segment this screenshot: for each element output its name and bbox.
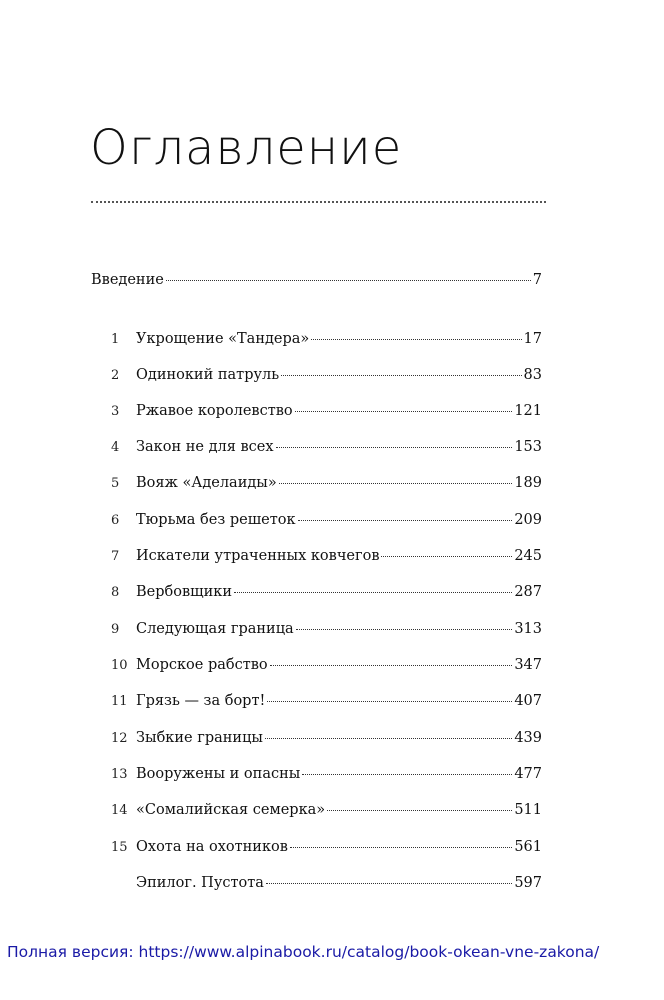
- toc-entry-chapter-6[interactable]: [111, 511, 542, 530]
- toc-entry-page: 17: [523, 331, 542, 347]
- toc-entry-page: 347: [514, 657, 542, 673]
- title-divider: [91, 201, 546, 203]
- toc-entry-chapter-13[interactable]: [111, 765, 542, 784]
- toc-entry-chapter-14[interactable]: [111, 801, 542, 820]
- toc-entry-label: Вербовщики: [136, 584, 233, 600]
- full-version-link[interactable]: Полная версия: https://www.alpinabook.ru/catalog/book-okean-vne-zakona/: [7, 943, 600, 961]
- chapter-number: 2: [111, 368, 120, 383]
- toc-entry-page: 511: [514, 802, 542, 818]
- chapter-number: 13: [111, 767, 128, 782]
- toc-entry-page: 287: [514, 584, 542, 600]
- dot-leader: [266, 883, 512, 884]
- toc-entry-label: Следующая граница: [136, 621, 294, 637]
- dot-leader: [311, 339, 521, 340]
- dot-leader: [290, 847, 512, 848]
- toc-entry-chapter-7[interactable]: [111, 547, 542, 566]
- toc-entry-label: Закон не для всех: [136, 439, 274, 455]
- toc-entry-chapter-3[interactable]: [111, 402, 542, 421]
- toc-entry-label: Тюрьма без решеток: [136, 512, 296, 528]
- toc-entry-chapter-4[interactable]: [111, 438, 542, 457]
- dot-leader: [281, 375, 521, 376]
- dot-leader: [298, 520, 513, 521]
- toc-entry-label: Зыбкие границы: [136, 730, 263, 746]
- chapter-number: 5: [111, 476, 120, 491]
- toc-entry-label: Ржавое королевство: [136, 403, 293, 419]
- toc-entry-chapter-11[interactable]: [111, 692, 542, 711]
- toc-entry-chapter-5[interactable]: [111, 474, 542, 493]
- dot-leader: [381, 556, 512, 557]
- chapter-number: 15: [111, 840, 128, 855]
- toc-entry-label: Введение: [91, 272, 164, 288]
- dot-leader: [295, 411, 513, 412]
- dot-leader: [327, 810, 512, 811]
- toc-entry-chapter-8[interactable]: [111, 583, 542, 602]
- toc-entry-chapter-1[interactable]: [111, 330, 542, 349]
- dot-leader: [267, 701, 512, 702]
- dot-leader: [279, 483, 513, 484]
- chapter-number: 3: [111, 404, 120, 419]
- toc-entry-page: 313: [514, 621, 542, 637]
- toc-entry-chapter-9[interactable]: [111, 620, 542, 639]
- dot-leader: [276, 447, 513, 448]
- toc-entry-page: 121: [514, 403, 542, 419]
- dot-leader: [296, 629, 513, 630]
- chapter-number: 9: [111, 622, 120, 637]
- toc-entry-label: Грязь — за борт!: [136, 693, 266, 709]
- toc-entry-label: Искатели утраченных ковчегов: [136, 548, 380, 564]
- toc-entry-label: Вояж «Аделаиды»: [136, 475, 277, 491]
- chapter-number: 7: [111, 549, 120, 564]
- toc-entry-epilogue[interactable]: [111, 874, 542, 892]
- toc-entry-label: Эпилог. Пустота: [136, 875, 264, 891]
- toc-entry-chapter-2[interactable]: [111, 366, 542, 385]
- toc-entry-page: 439: [514, 730, 542, 746]
- toc-entry-page: 153: [514, 439, 542, 455]
- chapter-number: 8: [111, 585, 120, 600]
- toc-entry-label: «Сомалийская семерка»: [136, 802, 326, 818]
- toc-entry-intro[interactable]: [91, 271, 542, 289]
- toc-entry-label: Морское рабство: [136, 657, 268, 673]
- dot-leader: [302, 774, 512, 775]
- toc-entry-page: 7: [532, 272, 542, 288]
- toc-entry-label: Одинокий патруль: [136, 367, 280, 383]
- toc-entry-chapter-15[interactable]: [111, 838, 542, 857]
- toc-entry-page: 83: [523, 367, 542, 383]
- toc-entry-page: 561: [514, 839, 542, 855]
- chapter-number: 4: [111, 440, 120, 455]
- toc-entry-label: Охота на охотников: [136, 839, 288, 855]
- toc-entry-page: 209: [514, 512, 542, 528]
- dot-leader: [265, 738, 512, 739]
- page-title: Оглавление: [90, 120, 403, 176]
- dot-leader: [270, 665, 513, 666]
- toc-entry-label: Укрощение «Тандера»: [136, 331, 310, 347]
- toc-entry-page: 597: [514, 875, 542, 891]
- chapter-number: 10: [111, 658, 128, 673]
- toc-entry-page: 189: [514, 475, 542, 491]
- chapter-number: 14: [111, 803, 128, 818]
- chapter-number: 12: [111, 731, 128, 746]
- dot-leader: [166, 280, 531, 281]
- toc-entry-chapter-10[interactable]: [111, 656, 542, 675]
- chapter-number: 1: [111, 332, 120, 347]
- chapter-number: 6: [111, 513, 120, 528]
- toc-entry-page: 245: [514, 548, 542, 564]
- toc-entry-label: Вооружены и опасны: [136, 766, 301, 782]
- dot-leader: [234, 592, 512, 593]
- toc-entry-page: 477: [514, 766, 542, 782]
- chapter-number: 11: [111, 694, 128, 709]
- toc-entry-page: 407: [514, 693, 542, 709]
- toc-entry-chapter-12[interactable]: [111, 729, 542, 748]
